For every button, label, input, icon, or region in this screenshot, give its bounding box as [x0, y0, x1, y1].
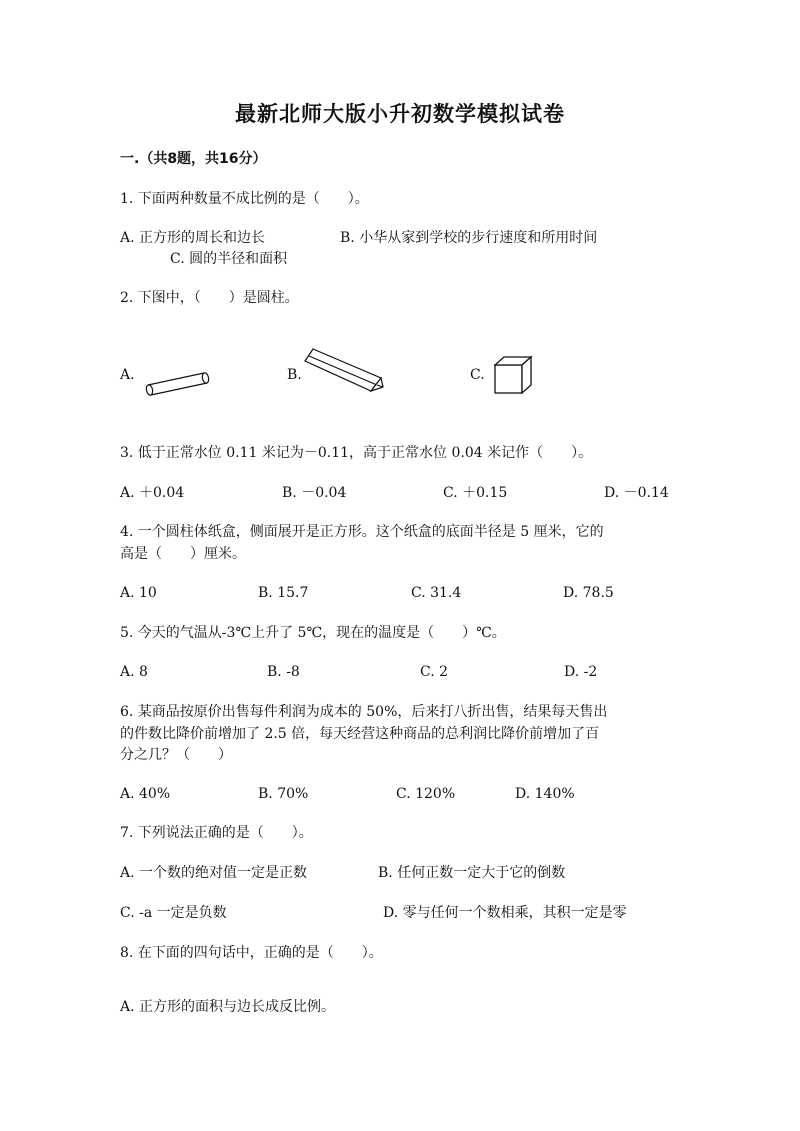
- q4-option-b: B. 15.7: [258, 585, 309, 601]
- q1-stem: 1. 下面两种数量不成比例的是（ ）。: [120, 191, 369, 207]
- q6-option-c: C. 120%: [396, 786, 456, 802]
- q4-option-a: A. 10: [120, 585, 157, 601]
- q6-stem-line-2: 的件数比降价前增加了 2.5 倍，每天经营这种商品的总利润比降价前增加了百: [120, 726, 600, 742]
- q4-stem-line-2: 高是（ ）厘米。: [120, 546, 246, 562]
- q7-option-b: B. 任何正数一定大于它的倒数: [378, 865, 566, 881]
- q6-stem-line-1: 6. 某商品按原价出售每件利润为成本的 50%，后来打八折出售，结果每天售出: [120, 704, 608, 720]
- q2-stem: 2. 下图中，（ ）是圆柱。: [120, 290, 299, 306]
- q5-option-b: B. -8: [267, 664, 300, 680]
- q3-option-a: A. ＋0.04: [120, 485, 185, 501]
- q5-stem: 5. 今天的气温从-3℃上升了 5℃，现在的温度是（ ）℃。: [120, 625, 506, 641]
- q2-option-c: C.: [470, 367, 485, 383]
- q3-option-b: B. －0.04: [282, 485, 347, 501]
- section-heading: 一.（共8题，共16分）: [120, 151, 267, 167]
- q5-option-d: D. -2: [564, 664, 598, 680]
- q1-option-b: B. 小华从家到学校的步行速度和所用时间: [340, 230, 598, 246]
- q6-option-b: B. 70%: [258, 786, 309, 802]
- q5-option-c: C. 2: [420, 664, 449, 680]
- q5-option-a: A. 8: [120, 664, 148, 680]
- thin-cylinder-rod-icon: [143, 368, 213, 400]
- q2-option-b: B.: [287, 367, 302, 383]
- triangular-prism-icon: [303, 347, 385, 395]
- q8-option-a: A. 正方形的面积与边长成反比例。: [120, 999, 336, 1015]
- q6-stem-line-3: 分之几？（ ）: [120, 747, 232, 763]
- q4-stem-line-1: 4. 一个圆柱体纸盒，侧面展开是正方形。这个纸盒的底面半径是 5 厘米，它的: [120, 524, 604, 540]
- q6-option-a: A. 40%: [120, 786, 171, 802]
- q7-option-d: D. 零与任何一个数相乘，其积一定是零: [383, 905, 627, 921]
- q7-stem: 7. 下列说法正确的是（ ）。: [120, 825, 313, 841]
- q8-stem: 8. 在下面的四句话中，正确的是（ ）。: [120, 945, 383, 961]
- q3-option-d: D. －0.14: [604, 485, 669, 501]
- q7-option-c: C. -a 一定是负数: [120, 905, 227, 921]
- q6-option-d: D. 140%: [515, 786, 575, 802]
- q1-option-c: C. 圆的半径和面积: [170, 251, 288, 267]
- q3-stem: 3. 低于正常水位 0.11 米记为－0.11，高于正常水位 0.04 米记作（ ）。: [120, 445, 593, 461]
- q2-option-a: A.: [120, 367, 135, 383]
- q4-option-c: C. 31.4: [411, 585, 462, 601]
- q3-option-c: C. ＋0.15: [443, 485, 508, 501]
- q4-option-d: D. 78.5: [563, 585, 614, 601]
- q1-option-a: A. 正方形的周长和边长: [120, 230, 266, 246]
- cube-icon: [493, 355, 533, 395]
- exam-title: 最新北师大版小升初数学模拟试卷: [235, 102, 565, 126]
- q7-option-a: A. 一个数的绝对值一定是正数: [120, 865, 308, 881]
